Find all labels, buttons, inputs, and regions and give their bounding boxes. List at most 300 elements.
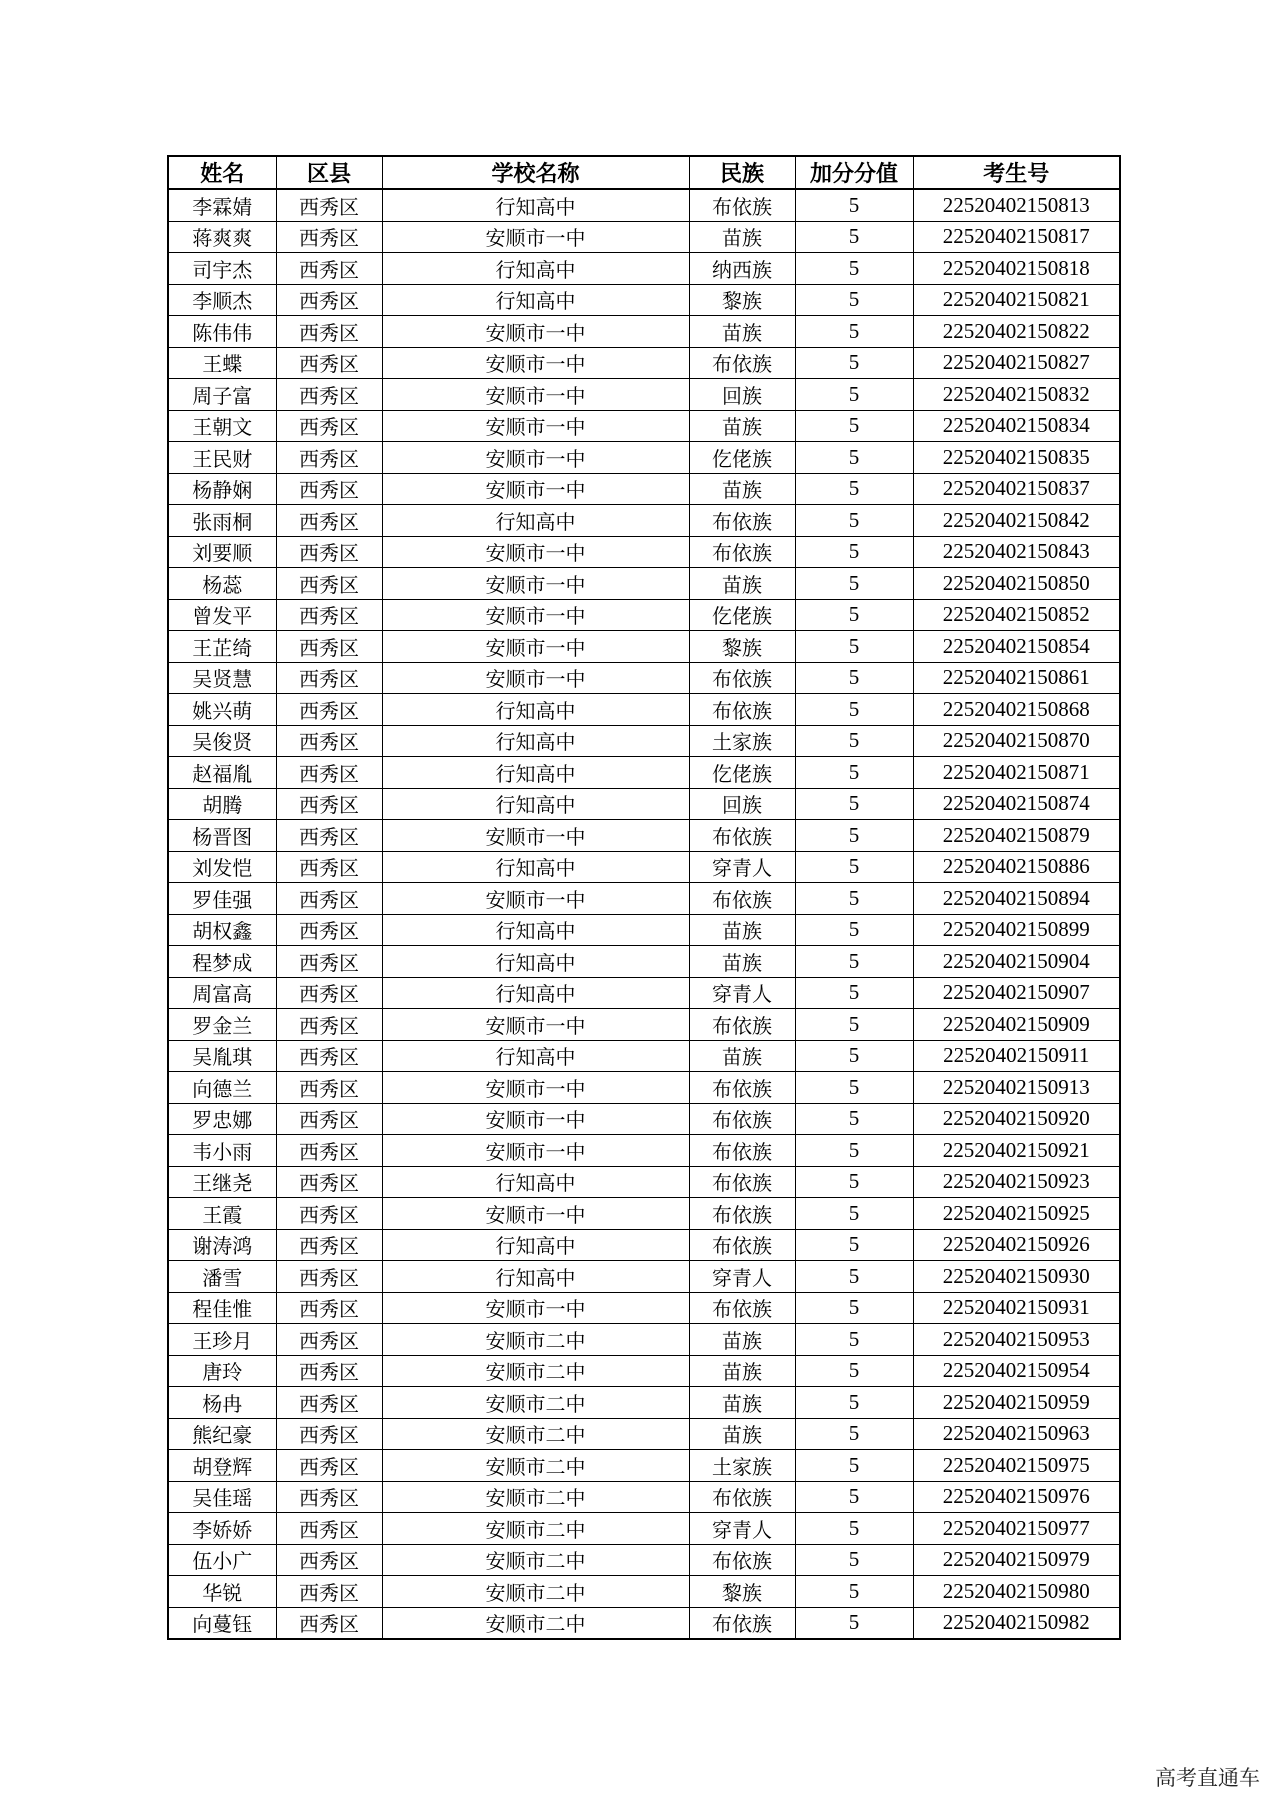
cell-school: 安顺市一中 [382, 568, 689, 600]
cell-exam-id: 22520402150930 [913, 1261, 1120, 1293]
cell-exam-id: 22520402150813 [913, 189, 1120, 221]
cell-name: 周富高 [168, 977, 276, 1009]
table-row [168, 379, 1120, 411]
cell-points: 5 [795, 1072, 913, 1104]
cell-district: 西秀区 [276, 946, 382, 978]
cell-district: 西秀区 [276, 977, 382, 1009]
table-row [168, 1481, 1120, 1513]
table-row [168, 914, 1120, 946]
table-row [168, 1450, 1120, 1482]
cell-school: 行知高中 [382, 505, 689, 537]
header-exam-id: 考生号 [913, 156, 1120, 189]
cell-district: 西秀区 [276, 1072, 382, 1104]
cell-ethnicity: 穿青人 [689, 977, 795, 1009]
table-row [168, 757, 1120, 789]
cell-exam-id: 22520402150979 [913, 1544, 1120, 1576]
table-row [168, 788, 1120, 820]
header-school: 学校名称 [382, 156, 689, 189]
cell-name: 吴胤琪 [168, 1040, 276, 1072]
table-row [168, 1544, 1120, 1576]
cell-ethnicity: 苗族 [689, 1355, 795, 1387]
cell-exam-id: 22520402150822 [913, 316, 1120, 348]
table-row [168, 725, 1120, 757]
cell-name: 陈伟伟 [168, 316, 276, 348]
cell-school: 安顺市二中 [382, 1355, 689, 1387]
header-name: 姓名 [168, 156, 276, 189]
cell-points: 5 [795, 1324, 913, 1356]
cell-name: 罗佳强 [168, 883, 276, 915]
cell-ethnicity: 苗族 [689, 1040, 795, 1072]
cell-district: 西秀区 [276, 442, 382, 474]
cell-exam-id: 22520402150977 [913, 1513, 1120, 1545]
cell-points: 5 [795, 1418, 913, 1450]
cell-name: 罗忠娜 [168, 1103, 276, 1135]
cell-exam-id: 22520402150871 [913, 757, 1120, 789]
cell-ethnicity: 布依族 [689, 1292, 795, 1324]
cell-name: 向德兰 [168, 1072, 276, 1104]
table-header-row [168, 156, 1120, 189]
cell-exam-id: 22520402150926 [913, 1229, 1120, 1261]
cell-school: 安顺市一中 [382, 631, 689, 663]
cell-exam-id: 22520402150925 [913, 1198, 1120, 1230]
cell-school: 行知高中 [382, 946, 689, 978]
cell-points: 5 [795, 977, 913, 1009]
cell-ethnicity: 穿青人 [689, 851, 795, 883]
cell-district: 西秀区 [276, 1418, 382, 1450]
cell-name: 王霞 [168, 1198, 276, 1230]
cell-school: 行知高中 [382, 284, 689, 316]
cell-district: 西秀区 [276, 1355, 382, 1387]
cell-district: 西秀区 [276, 1198, 382, 1230]
cell-district: 西秀区 [276, 253, 382, 285]
header-district: 区县 [276, 156, 382, 189]
cell-exam-id: 22520402150976 [913, 1481, 1120, 1513]
cell-district: 西秀区 [276, 1040, 382, 1072]
cell-points: 5 [795, 820, 913, 852]
cell-ethnicity: 回族 [689, 788, 795, 820]
cell-points: 5 [795, 1261, 913, 1293]
cell-ethnicity: 布依族 [689, 1009, 795, 1041]
cell-points: 5 [795, 757, 913, 789]
cell-name: 王继尧 [168, 1166, 276, 1198]
cell-points: 5 [795, 883, 913, 915]
cell-name: 蒋爽爽 [168, 221, 276, 253]
cell-school: 行知高中 [382, 977, 689, 1009]
source-watermark: 高考直通车 [1155, 1766, 1260, 1790]
cell-school: 行知高中 [382, 851, 689, 883]
cell-points: 5 [795, 788, 913, 820]
cell-exam-id: 22520402150818 [913, 253, 1120, 285]
cell-school: 安顺市二中 [382, 1481, 689, 1513]
header-points: 加分分值 [795, 156, 913, 189]
cell-name: 吴贤慧 [168, 662, 276, 694]
cell-name: 杨静娴 [168, 473, 276, 505]
cell-ethnicity: 布依族 [689, 1103, 795, 1135]
cell-school: 安顺市二中 [382, 1418, 689, 1450]
cell-name: 王朝文 [168, 410, 276, 442]
cell-district: 西秀区 [276, 914, 382, 946]
cell-school: 安顺市二中 [382, 1324, 689, 1356]
cell-district: 西秀区 [276, 1009, 382, 1041]
cell-exam-id: 22520402150837 [913, 473, 1120, 505]
cell-district: 西秀区 [276, 1481, 382, 1513]
cell-exam-id: 22520402150868 [913, 694, 1120, 726]
table-row [168, 1166, 1120, 1198]
cell-exam-id: 22520402150843 [913, 536, 1120, 568]
cell-points: 5 [795, 1513, 913, 1545]
cell-school: 安顺市一中 [382, 883, 689, 915]
cell-ethnicity: 穿青人 [689, 1261, 795, 1293]
cell-name: 刘发恺 [168, 851, 276, 883]
cell-exam-id: 22520402150879 [913, 820, 1120, 852]
table-row [168, 410, 1120, 442]
cell-name: 程佳惟 [168, 1292, 276, 1324]
cell-name: 赵福胤 [168, 757, 276, 789]
cell-ethnicity: 布依族 [689, 1166, 795, 1198]
table-row [168, 1198, 1120, 1230]
cell-ethnicity: 苗族 [689, 316, 795, 348]
cell-school: 安顺市一中 [382, 599, 689, 631]
cell-exam-id: 22520402150827 [913, 347, 1120, 379]
cell-points: 5 [795, 316, 913, 348]
cell-points: 5 [795, 599, 913, 631]
table-row [168, 1072, 1120, 1104]
cell-ethnicity: 布依族 [689, 505, 795, 537]
cell-school: 行知高中 [382, 189, 689, 221]
cell-ethnicity: 苗族 [689, 914, 795, 946]
cell-points: 5 [795, 914, 913, 946]
cell-name: 刘要顺 [168, 536, 276, 568]
cell-ethnicity: 纳西族 [689, 253, 795, 285]
cell-name: 胡腾 [168, 788, 276, 820]
cell-ethnicity: 布依族 [689, 1544, 795, 1576]
cell-school: 行知高中 [382, 757, 689, 789]
cell-exam-id: 22520402150907 [913, 977, 1120, 1009]
cell-district: 西秀区 [276, 473, 382, 505]
cell-name: 周子富 [168, 379, 276, 411]
table-row [168, 536, 1120, 568]
cell-school: 安顺市一中 [382, 347, 689, 379]
cell-ethnicity: 布依族 [689, 662, 795, 694]
cell-ethnicity: 土家族 [689, 725, 795, 757]
cell-ethnicity: 苗族 [689, 1387, 795, 1419]
table-row [168, 1324, 1120, 1356]
cell-school: 行知高中 [382, 1166, 689, 1198]
cell-points: 5 [795, 1387, 913, 1419]
cell-name: 华锐 [168, 1576, 276, 1608]
cell-points: 5 [795, 1040, 913, 1072]
cell-name: 杨晋图 [168, 820, 276, 852]
cell-points: 5 [795, 1166, 913, 1198]
cell-exam-id: 22520402150870 [913, 725, 1120, 757]
cell-points: 5 [795, 1229, 913, 1261]
cell-ethnicity: 苗族 [689, 1418, 795, 1450]
cell-ethnicity: 布依族 [689, 1607, 795, 1639]
cell-school: 安顺市二中 [382, 1544, 689, 1576]
cell-name: 王蝶 [168, 347, 276, 379]
cell-name: 潘雪 [168, 1261, 276, 1293]
cell-ethnicity: 布依族 [689, 1135, 795, 1167]
table-row [168, 1040, 1120, 1072]
cell-points: 5 [795, 1103, 913, 1135]
cell-points: 5 [795, 442, 913, 474]
cell-points: 5 [795, 1576, 913, 1608]
cell-name: 曾发平 [168, 599, 276, 631]
cell-points: 5 [795, 1292, 913, 1324]
cell-name: 张雨桐 [168, 505, 276, 537]
cell-ethnicity: 布依族 [689, 820, 795, 852]
cell-name: 杨冉 [168, 1387, 276, 1419]
cell-exam-id: 22520402150920 [913, 1103, 1120, 1135]
table-row [168, 631, 1120, 663]
cell-exam-id: 22520402150899 [913, 914, 1120, 946]
cell-school: 安顺市一中 [382, 316, 689, 348]
cell-points: 5 [795, 568, 913, 600]
cell-ethnicity: 土家族 [689, 1450, 795, 1482]
cell-district: 西秀区 [276, 316, 382, 348]
cell-district: 西秀区 [276, 1607, 382, 1639]
cell-exam-id: 22520402150913 [913, 1072, 1120, 1104]
cell-school: 安顺市二中 [382, 1513, 689, 1545]
cell-school: 行知高中 [382, 725, 689, 757]
cell-points: 5 [795, 1135, 913, 1167]
table-row [168, 189, 1120, 221]
cell-ethnicity: 苗族 [689, 1324, 795, 1356]
cell-ethnicity: 苗族 [689, 221, 795, 253]
cell-exam-id: 22520402150832 [913, 379, 1120, 411]
cell-ethnicity: 布依族 [689, 883, 795, 915]
table-row [168, 851, 1120, 883]
cell-ethnicity: 仡佬族 [689, 757, 795, 789]
cell-district: 西秀区 [276, 757, 382, 789]
cell-name: 司宇杰 [168, 253, 276, 285]
cell-points: 5 [795, 284, 913, 316]
cell-school: 安顺市一中 [382, 410, 689, 442]
table-row [168, 473, 1120, 505]
table-row [168, 599, 1120, 631]
cell-school: 行知高中 [382, 1229, 689, 1261]
cell-district: 西秀区 [276, 1229, 382, 1261]
cell-district: 西秀区 [276, 1261, 382, 1293]
cell-ethnicity: 布依族 [689, 694, 795, 726]
table-row [168, 347, 1120, 379]
cell-points: 5 [795, 725, 913, 757]
cell-ethnicity: 黎族 [689, 284, 795, 316]
cell-ethnicity: 布依族 [689, 189, 795, 221]
cell-school: 安顺市一中 [382, 536, 689, 568]
cell-school: 行知高中 [382, 253, 689, 285]
cell-school: 安顺市一中 [382, 1103, 689, 1135]
cell-points: 5 [795, 347, 913, 379]
cell-district: 西秀区 [276, 189, 382, 221]
table-row [168, 1261, 1120, 1293]
table-row [168, 694, 1120, 726]
cell-exam-id: 22520402150982 [913, 1607, 1120, 1639]
cell-school: 安顺市二中 [382, 1387, 689, 1419]
cell-district: 西秀区 [276, 1387, 382, 1419]
cell-district: 西秀区 [276, 1544, 382, 1576]
cell-points: 5 [795, 473, 913, 505]
table-row [168, 1607, 1120, 1639]
cell-name: 向蔓钰 [168, 1607, 276, 1639]
bonus-points-table [167, 155, 1121, 1640]
cell-ethnicity: 苗族 [689, 410, 795, 442]
cell-points: 5 [795, 1544, 913, 1576]
cell-exam-id: 22520402150975 [913, 1450, 1120, 1482]
cell-district: 西秀区 [276, 1324, 382, 1356]
cell-exam-id: 22520402150911 [913, 1040, 1120, 1072]
table-row [168, 253, 1120, 285]
cell-exam-id: 22520402150904 [913, 946, 1120, 978]
table-row [168, 316, 1120, 348]
cell-district: 西秀区 [276, 1135, 382, 1167]
cell-exam-id: 22520402150963 [913, 1418, 1120, 1450]
cell-name: 杨蕊 [168, 568, 276, 600]
table-row [168, 1355, 1120, 1387]
cell-name: 王珍月 [168, 1324, 276, 1356]
cell-exam-id: 22520402150959 [913, 1387, 1120, 1419]
cell-points: 5 [795, 221, 913, 253]
cell-district: 西秀区 [276, 599, 382, 631]
cell-school: 安顺市一中 [382, 473, 689, 505]
cell-exam-id: 22520402150835 [913, 442, 1120, 474]
table-row [168, 1576, 1120, 1608]
cell-exam-id: 22520402150923 [913, 1166, 1120, 1198]
cell-ethnicity: 黎族 [689, 631, 795, 663]
cell-exam-id: 22520402150954 [913, 1355, 1120, 1387]
table-row [168, 1103, 1120, 1135]
cell-exam-id: 22520402150821 [913, 284, 1120, 316]
cell-exam-id: 22520402150854 [913, 631, 1120, 663]
cell-name: 李顺杰 [168, 284, 276, 316]
cell-school: 安顺市一中 [382, 662, 689, 694]
cell-school: 行知高中 [382, 914, 689, 946]
cell-school: 行知高中 [382, 1261, 689, 1293]
cell-exam-id: 22520402150834 [913, 410, 1120, 442]
cell-ethnicity: 布依族 [689, 347, 795, 379]
cell-name: 胡登辉 [168, 1450, 276, 1482]
cell-points: 5 [795, 379, 913, 411]
cell-exam-id: 22520402150894 [913, 883, 1120, 915]
cell-ethnicity: 苗族 [689, 473, 795, 505]
table-row [168, 820, 1120, 852]
cell-exam-id: 22520402150980 [913, 1576, 1120, 1608]
header-ethnicity: 民族 [689, 156, 795, 189]
cell-school: 安顺市一中 [382, 1292, 689, 1324]
table-row [168, 1009, 1120, 1041]
cell-school: 安顺市一中 [382, 1009, 689, 1041]
cell-name: 王芷绮 [168, 631, 276, 663]
cell-name: 谢涛鸿 [168, 1229, 276, 1261]
cell-exam-id: 22520402150817 [913, 221, 1120, 253]
cell-ethnicity: 苗族 [689, 568, 795, 600]
cell-district: 西秀区 [276, 536, 382, 568]
cell-exam-id: 22520402150953 [913, 1324, 1120, 1356]
cell-school: 安顺市二中 [382, 1450, 689, 1482]
cell-points: 5 [795, 253, 913, 285]
cell-school: 安顺市一中 [382, 820, 689, 852]
table-row [168, 505, 1120, 537]
cell-exam-id: 22520402150852 [913, 599, 1120, 631]
table-row [168, 1292, 1120, 1324]
cell-points: 5 [795, 410, 913, 442]
table-row [168, 1229, 1120, 1261]
cell-exam-id: 22520402150861 [913, 662, 1120, 694]
cell-ethnicity: 布依族 [689, 1072, 795, 1104]
table-row [168, 568, 1120, 600]
cell-district: 西秀区 [276, 379, 382, 411]
table-row [168, 1418, 1120, 1450]
cell-district: 西秀区 [276, 505, 382, 537]
cell-name: 吴俊贤 [168, 725, 276, 757]
table-row [168, 662, 1120, 694]
cell-ethnicity: 仡佬族 [689, 599, 795, 631]
table-row [168, 1135, 1120, 1167]
cell-points: 5 [795, 1450, 913, 1482]
cell-name: 王民财 [168, 442, 276, 474]
cell-district: 西秀区 [276, 1450, 382, 1482]
cell-district: 西秀区 [276, 284, 382, 316]
cell-ethnicity: 布依族 [689, 1481, 795, 1513]
cell-exam-id: 22520402150909 [913, 1009, 1120, 1041]
cell-school: 行知高中 [382, 788, 689, 820]
cell-district: 西秀区 [276, 1292, 382, 1324]
cell-name: 熊纪豪 [168, 1418, 276, 1450]
cell-ethnicity: 仡佬族 [689, 442, 795, 474]
table-row [168, 1387, 1120, 1419]
cell-name: 吴佳瑶 [168, 1481, 276, 1513]
cell-district: 西秀区 [276, 820, 382, 852]
cell-name: 韦小雨 [168, 1135, 276, 1167]
cell-exam-id: 22520402150931 [913, 1292, 1120, 1324]
cell-ethnicity: 苗族 [689, 946, 795, 978]
cell-points: 5 [795, 1009, 913, 1041]
cell-district: 西秀区 [276, 1576, 382, 1608]
cell-exam-id: 22520402150842 [913, 505, 1120, 537]
cell-district: 西秀区 [276, 631, 382, 663]
cell-district: 西秀区 [276, 694, 382, 726]
cell-school: 安顺市二中 [382, 1576, 689, 1608]
cell-school: 行知高中 [382, 694, 689, 726]
cell-name: 罗金兰 [168, 1009, 276, 1041]
table-row [168, 442, 1120, 474]
cell-points: 5 [795, 631, 913, 663]
cell-district: 西秀区 [276, 883, 382, 915]
table-row [168, 1513, 1120, 1545]
cell-district: 西秀区 [276, 568, 382, 600]
cell-points: 5 [795, 662, 913, 694]
table-row [168, 977, 1120, 1009]
cell-ethnicity: 黎族 [689, 1576, 795, 1608]
cell-district: 西秀区 [276, 725, 382, 757]
cell-name: 伍小广 [168, 1544, 276, 1576]
cell-points: 5 [795, 536, 913, 568]
cell-school: 安顺市一中 [382, 379, 689, 411]
cell-district: 西秀区 [276, 851, 382, 883]
cell-exam-id: 22520402150874 [913, 788, 1120, 820]
table-row [168, 221, 1120, 253]
cell-name: 姚兴萌 [168, 694, 276, 726]
cell-name: 程梦成 [168, 946, 276, 978]
cell-name: 唐玲 [168, 1355, 276, 1387]
cell-district: 西秀区 [276, 662, 382, 694]
cell-exam-id: 22520402150850 [913, 568, 1120, 600]
cell-school: 安顺市一中 [382, 1198, 689, 1230]
cell-name: 李霖婧 [168, 189, 276, 221]
cell-points: 5 [795, 1481, 913, 1513]
table-body [168, 189, 1120, 1639]
cell-ethnicity: 布依族 [689, 1198, 795, 1230]
